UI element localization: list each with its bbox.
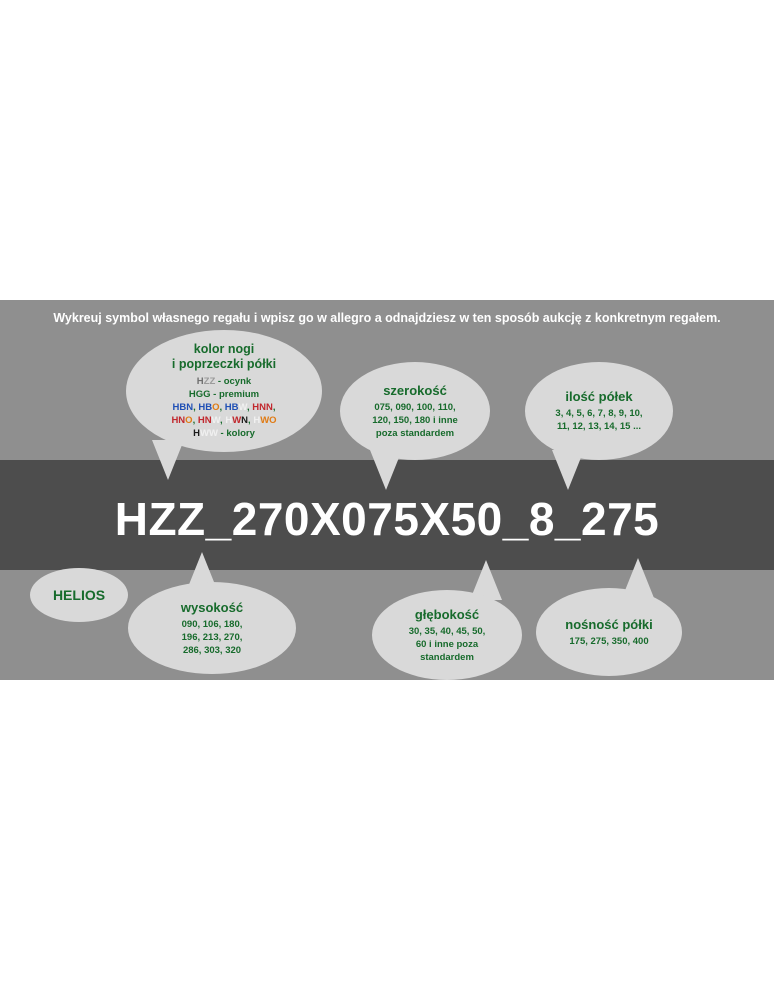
callout-wysokosc: [128, 582, 296, 674]
callout-tail-kolor-nogi: [152, 440, 184, 480]
background-band-bottom: [0, 680, 774, 1000]
callout-title-szerokosc: szerokość: [383, 382, 447, 398]
callout-line: 196, 213, 270,: [181, 631, 243, 643]
callout-title-wysokosc: wysokość: [180, 599, 244, 615]
callout-body-szerokosc: [372, 401, 458, 440]
callout-line: 175, 275, 350, 400: [569, 635, 649, 647]
callout-line: 120, 150, 180 i inne: [372, 414, 458, 426]
callout-title-kolor-nogi-line1: kolor nogi: [193, 342, 255, 356]
callout-ilosc-polek: [525, 362, 673, 460]
callout-title-kolor-nogi-line2: i poprzeczki półki: [171, 357, 277, 371]
background-band-top: [0, 0, 774, 300]
callout-line: 090, 106, 180,: [181, 618, 243, 630]
callout-line: 60 i inne poza: [415, 638, 479, 650]
callout-line: standardem: [420, 651, 474, 663]
callout-glebokosc: [372, 590, 522, 680]
callout-line: 075, 090, 100, 110,: [374, 401, 456, 413]
callout-line: 11, 12, 13, 14, 15 ...: [557, 421, 641, 432]
callout-line: 3, 4, 5, 6, 7, 8, 9, 10,: [555, 408, 643, 419]
callout-body-nosnosc-polki: [569, 635, 648, 648]
headline-text: Wykreuj symbol własnego regału i wpisz go w allegro a odnajdziesz w ten sposób aukcję z konkretnym regałem.: [53, 311, 721, 325]
brand-label: HELIOS: [52, 586, 106, 603]
product-symbol-code: HZZ_270X075X50_8_275: [114, 493, 660, 545]
callout-body-kolor-nogi: HZZ - ocynk HGG - premium HBN, HBO, HBW, HNN, HNO, HNW, HWN, HWO HWW - kolory: [171, 376, 277, 439]
callout-body-wysokosc: [182, 618, 243, 657]
callout-title-nosnosc-polki: nośność półki: [565, 616, 653, 632]
callout-nosnosc-polki: [536, 588, 682, 676]
callout-line: 286, 303, 320: [182, 644, 242, 656]
callout-body-glebokosc: [409, 625, 486, 664]
callout-line: poza standardem: [375, 427, 455, 439]
callout-title-ilosc-polek: ilość półek: [565, 389, 633, 404]
callout-kolor-nogi: [126, 330, 322, 452]
callout-brand-helios: [30, 568, 128, 622]
callout-szerokosc: [340, 362, 490, 460]
callout-line: 30, 35, 40, 45, 50,: [408, 625, 486, 637]
callout-title-glebokosc: głębokość: [414, 606, 480, 622]
callout-body-ilosc-polek: [555, 407, 642, 433]
